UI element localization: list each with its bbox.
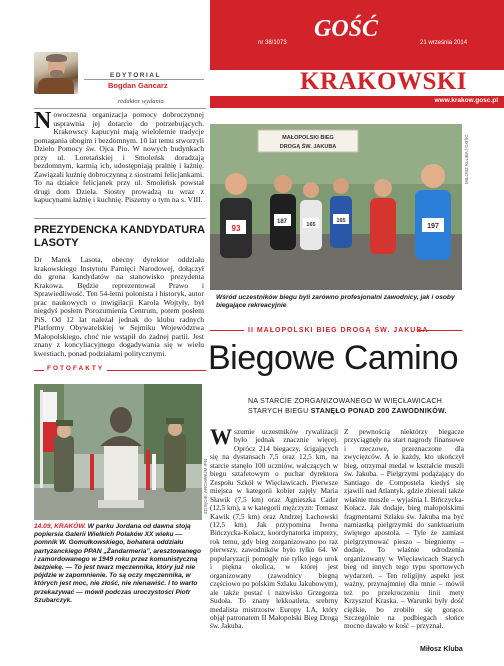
article-author: Miłosz Kluba <box>420 646 463 653</box>
article-lead <box>248 397 462 416</box>
gosc-logo: GOŚĆ <box>314 16 379 42</box>
bib-5: 197 <box>427 223 439 230</box>
issue-date: 21 września 2014 <box>420 40 468 46</box>
issue-number: nr 38/1073 <box>258 40 287 46</box>
portrait-hair <box>46 54 67 62</box>
race-photo <box>210 124 462 290</box>
race-banner-line2: DROGĄ ŚW. JAKUBA <box>279 144 337 150</box>
masthead-bar <box>210 0 504 70</box>
caption-date: 14.09, KRAKÓW. <box>34 523 86 530</box>
editorial-top-rule <box>34 108 206 109</box>
lead-plain: NA STARCIE ZORGANIZOWANEGO W WIĘCŁAWICACH STARYCH BIEGU <box>248 398 443 415</box>
article-column-2: Z pewnością niektórzy biegacze przyciągnęły na start nagrody finansowe i rzeczowe, przeznaczone dla zwycięzców. A ie każdy, kto ukończył bieg, otrzymał medal w kształcie muszli św. Jakuba. – Pielgrzymi podążający do Santiago de Compostela kiedyś się zjawili nad Atlantyk, gdzie zbierali także właśnie muszle – wyjaśnia I. Bińczycka-Kołacz. Jak dodaje, bieg małopolskimi fragmentami Szlaku św. Jakuba ma być namiastką pielgrzymki do sanktuarium świętego apostoła. – Tyle że zamiast pielgrzymować pieszo – biegniemy – dodaje. To właśnie odrodzenia organizowany w Więcławicach Starych bieg od innych tego typu sportowych wydarzeń. – Ten religijny aspekt jest ważny, przynajmniej dla mnie – mówił też po przekroczeniu linii mety Krzysztof Kraska. – Warunki były dość ciężkie, bo zrobiło się gorąco. Szczególnie na podbiegach słońce mocno dawało w kość – przyznał. <box>344 427 464 631</box>
monument-photo <box>34 384 202 520</box>
monument-caption <box>34 523 204 659</box>
editorial-label: EDYTORIAL <box>110 72 161 79</box>
edition-title: KRAKOWSKI <box>300 68 468 95</box>
article-column-1 <box>210 424 338 654</box>
section-body: Dr Marek Lasota, obecny dyrektor oddziału krakowskiego Instytutu Pamięci Narodowej, dołączył do grona kandydatów na stanowisko prezydenta Krakowa. Będzie reprezentował Prawo i Sprawiedliwość. Ten 54-letni polonista i historyk, autor prac naukowych o inwigilacji Karola Wojtyły, był niegdyś posłem Porozumienia Centrum, potem posłem PiS. Od 12 lat należał jednak do klubu radnych Platformy Obywatelskiej w Sejmiku Województwa Małopolskiego, choć nie wstąpił do żadnej partii. Jest znany z koncyliacyjnego dogadywania się w wielu kwestiach, ponad podziałami politycznymi. <box>34 255 204 359</box>
bib-4: 165 <box>336 218 346 224</box>
race-caption: Wśród uczestników biegu byli zarówno profesjonalni zawodnicy, jak i osoby biegające rekreacyjnie <box>216 294 455 310</box>
monument-photo-credit: ZDJĘCIE: ARCHIWUM IPN <box>203 458 208 514</box>
editorial-author: Bogdan Gancarz <box>108 81 168 90</box>
website-link[interactable]: www.krakow.gosc.pl <box>434 97 498 104</box>
editorial-rule <box>84 79 204 80</box>
editorial-dropcap: N <box>34 108 52 134</box>
race-banner-line1: MAŁOPOLSKI BIEG <box>282 135 334 141</box>
editorial-body <box>34 108 204 213</box>
lead-bold: STANĘŁO PONAD 200 ZAWODNIKÓW. <box>310 407 447 415</box>
bib-2: 187 <box>276 219 288 225</box>
article-dropcap: W <box>210 424 232 449</box>
race-photo-credit: MIŁOSZ KLUBA / GOŚĆ <box>464 134 469 184</box>
article-kicker: II MAŁOPOLSKI BIEG DROGĄ ŚW. JAKUBA <box>248 327 429 334</box>
editorial-text: owoczesna organizacja pomocy dobroczynnej usprawnia jej dotarcie do potrzebujących. Krakowscy kapucyni mają wieloletnie tradycje pomagania ubogim i bezdomnym. 10 lat temu stworzyli Dzieło Pomocy św. Ojca Pio. W nowych budynkach przy ul. Loretańskiej i Smoleńsk doradzają bezdomnym, karmią ich, udostępniają pralnię i łaźnię. Zawiązali kuźnię dobroczynną z siostrami felicjankami. To na działce felicjanek przy ul. Smoleńsk powstał drugi dom Dzieła. Siostry prowadzą tu wraz z kapucynami łaźnię i kuchnię. Piszemy o tym na s. VIII. <box>34 110 204 205</box>
kicker-line-right <box>418 330 462 331</box>
monument-illustration <box>34 384 202 520</box>
kicker-line-left <box>210 330 244 331</box>
caption-text: W parku Jordana od dawna stoją popiersia Galerii Wielkich Polaków XX wieku — pomnik W. Gomułkowskiego, bohatera oddziału partyzanckiego PPAN „Żandarmeria”, aresztowanego i zamordowanego w 1949 roku przez komunistyczną bezpiekę. — To jest twarz męczennika, który już nie pójdzie w zapomnienie. To są oczy męczennika, w których jest moc, nie złość, nie nienawiść. I to warto przekazywać — mówił podczas uroczystości Piotr Szubarczyk. <box>34 523 201 604</box>
fotofakty-header <box>34 365 206 381</box>
section-rule <box>34 218 206 219</box>
race-illustration <box>210 124 462 290</box>
section-title: PREZYDENCKA KANDYDATURA LASOTY <box>34 224 205 249</box>
portrait-jacket <box>38 78 74 94</box>
website-bar <box>210 96 504 108</box>
fotofakty-label: FOTOFAKTY <box>44 365 107 372</box>
bib-3: 165 <box>306 222 316 228</box>
bib-1: 93 <box>231 224 241 233</box>
portrait-beard <box>50 70 63 78</box>
editorial-role: redaktor wydania <box>118 98 164 105</box>
article-headline: Biegowe Camino <box>208 339 459 377</box>
article-col1-text: szumie uczestników rywalizacji było jednak znacznie więcej. Oprócz 214 biegaczy, ścigających się na dystansach 7,5 oraz 12,5 km, na starcie stanęło 100 uczniów, walczących w biegu sztafetowym o puchar dyrektora Zespołu Szkół w Więcławicach. Pierwsze miejsca w kategorii kobiet zajęły Maria Sławik (7,5 km) oraz Agnieszka Cader (12,5 km), a w kategorii mężczyzn: Tomasz Kawik (7,5 km) oraz Andrzej Lachowski (12,5 km). Jak przypomina Iwona Bińczycka-Kołacz, koordynatorka imprezy, rok temu, gdy bieg zorganizowano po raz pierwszy, zawodników było tylko 64. W popularyzacji pomogły nie tylko jego urok i piękna okolica, w której jest organizowany (zawodnicy biegną częściowo po polskim Szlaku Jakubowym), ale także postać i nazwisko Grzegorza Sudoła. To znany lekkoatleta, srebrny medalista mistrzostw Europy LA, który objął patronatem II Małopolski Bieg Drogą św. Jakuba. <box>210 427 338 631</box>
